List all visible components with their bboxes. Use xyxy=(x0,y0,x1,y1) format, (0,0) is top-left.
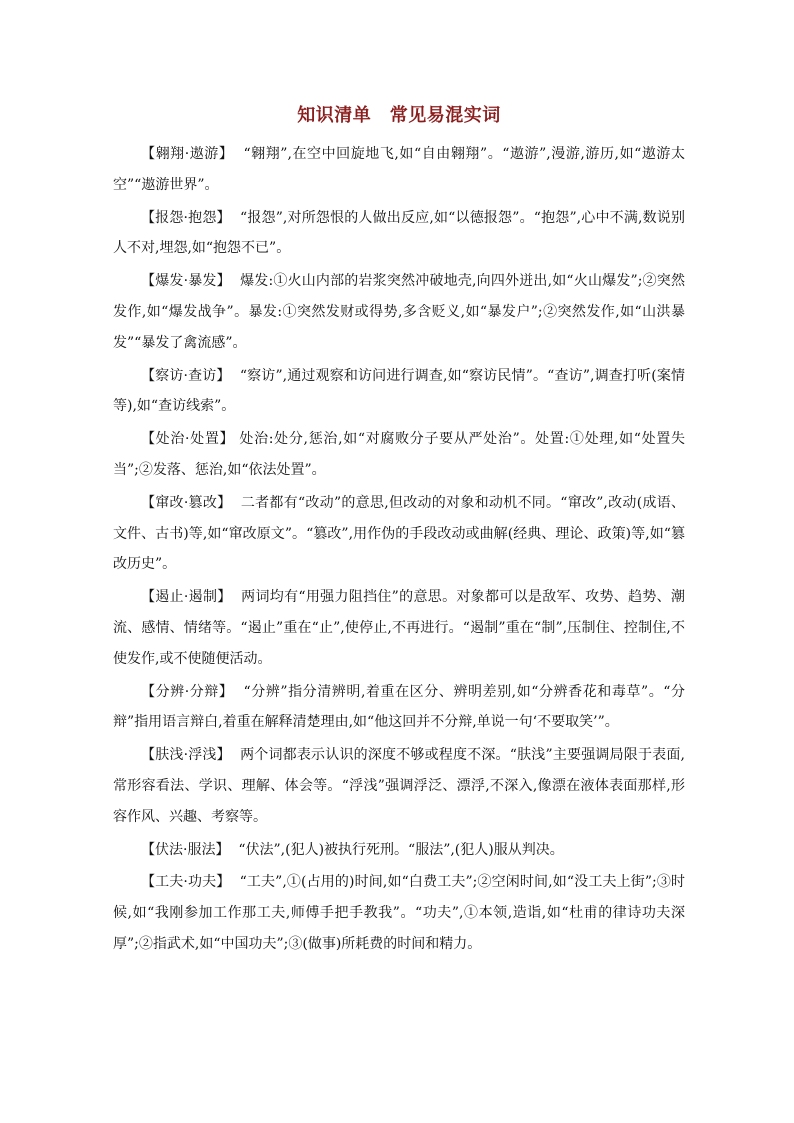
entry-cuangai xyxy=(113,488,685,580)
entry-term: 【工夫·功夫】 xyxy=(141,874,231,891)
entry-term: 【爆发·暴发】 xyxy=(141,273,231,290)
entry-text: 两词均有“用强力阻挡住”的意思。对象都可以是敌军、攻势、趋势、潮流、感情、情绪等。“遏止”重在“止”,使停止,不再进行。“遏制”重在“制”,压制住、控制住,不使发作,或不使随便活动。 xyxy=(113,589,685,667)
entry-baofa xyxy=(113,266,685,358)
entry-text: “报怨”,对所怨恨的人做出反应,如“以德报怨”。“抱怨”,心中不满,数说别人不对,埋怨,如“抱怨不已”。 xyxy=(113,209,685,257)
entry-fenbian xyxy=(113,677,685,739)
entry-chuzhi xyxy=(113,424,685,486)
page-title: 知识清单 常见易混实词 xyxy=(297,105,501,126)
entry-text: “察访”,通过观察和访问进行调查,如“察访民情”。“查访”,调查打听(案情等),如“查访线索”。 xyxy=(113,367,686,415)
entry-term: 【窜改·篡改】 xyxy=(141,494,232,511)
entry-term: 【分辨·分辩】 xyxy=(141,683,234,700)
entry-aoxiang-aoyou xyxy=(113,139,685,201)
entry-baoyuan xyxy=(113,203,685,265)
entry-text: “分辨”指分清辨明,着重在区分、辨明差别,如“分辨香花和毒草”。“分辩”指用语言辩白,着重在解释清楚理由,如“他这回并不分辩,单说一句‘不要取笑’”。 xyxy=(113,683,686,731)
entry-term: 【察访·查访】 xyxy=(141,367,231,384)
document-page xyxy=(113,102,685,962)
entry-term: 【伏法·服法】 xyxy=(141,841,230,858)
entry-fufa xyxy=(113,835,685,866)
entry-term: 【处治·处置】 xyxy=(141,431,235,448)
entry-chafang xyxy=(113,361,685,423)
entry-fuqian xyxy=(113,740,685,832)
entry-term: 【肤浅·浮浅】 xyxy=(141,747,231,764)
entry-term: 【遏止·遏制】 xyxy=(141,589,232,606)
entry-ezhi xyxy=(113,582,685,674)
entry-text: 爆发:①火山内部的岩浆突然冲破地壳,向四外迸出,如“火山爆发”;②突然发作,如“爆发战争”。暴发:①突然发财或得势,多含贬义,如“暴发户”;②突然发作,如“山洪暴发”“暴发了禽流感”。 xyxy=(113,273,685,351)
entry-text: “工夫”,①(占用的)时间,如“白费工夫”;②空闲时间,如“没工夫上街”;③时候,如“我刚参加工作那工夫,师傅手把手教我”。“功夫”,①本领,造诣,如“杜甫的律诗功夫深厚”;②指武术,如“中国功夫”;③(做事)所耗费的时间和精力。 xyxy=(113,874,686,952)
entry-term: 【翱翔·遨游】 xyxy=(141,146,234,162)
entry-text: 处治:处分,惩治,如“对腐败分子要从严处治”。处置:①处理,如“处置失当”;②发落、惩治,如“依法处置”。 xyxy=(113,431,685,478)
entry-gongfu xyxy=(113,867,685,959)
entry-text: “翱翔”,在空中回旋地飞,如“自由翱翔”。“遨游”,漫游,游历,如“遨游太空”“遨游世界”。 xyxy=(113,146,685,193)
entry-text: 两个词都表示认识的深度不够或程度不深。“肤浅”主要强调局限于表面,常形容看法、学识、理解、体会等。“浮浅”强调浮泛、漂浮,不深入,像漂在液体表面那样,形容作风、兴趣、考察等。 xyxy=(113,747,686,825)
entry-term: 【报怨·抱怨】 xyxy=(141,209,231,226)
entry-text: 二者都有“改动”的意思,但改动的对象和动机不同。“窜改”,改动(成语、文件、古书)等,如“窜改原文”。“篡改”,用作伪的手段改动或曲解(经典、理论、政策)等,如“篡改历史”。 xyxy=(113,494,685,573)
entry-text: “伏法”,(犯人)被执行死刑。“服法”,(犯人)服从判决。 xyxy=(238,841,564,858)
